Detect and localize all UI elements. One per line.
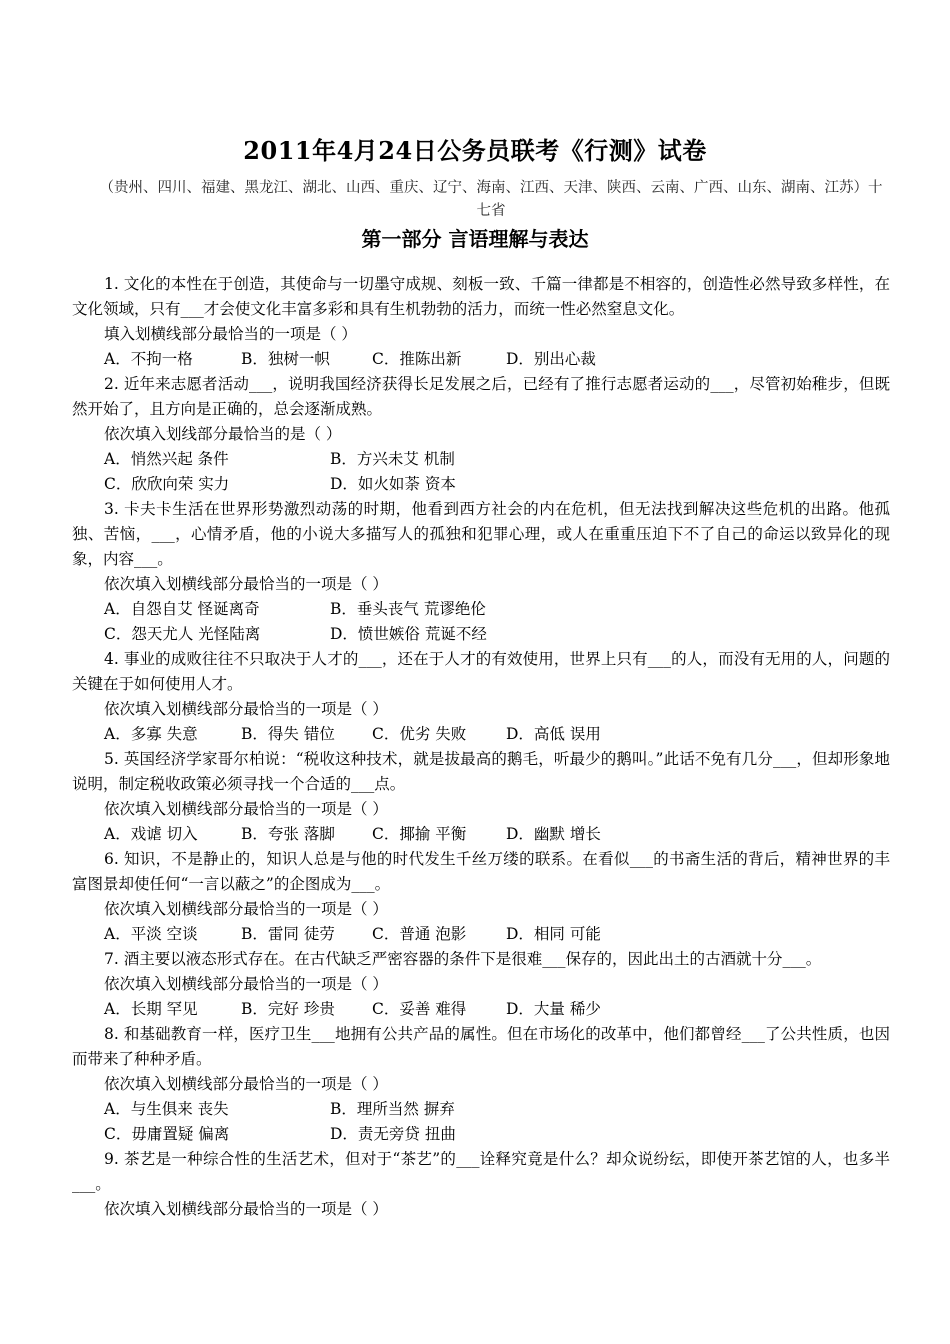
answer-option: D．幽默 增长: [506, 825, 601, 843]
question-stem: 4. 事业的成败往往不只取决于人才的___，还在于人才的有效使用，世界上只有___的人，而没有无用的人，问题的关键在于如何使用人才。: [72, 650, 890, 693]
option-row: [72, 472, 890, 497]
question-instruction: 依次填入划线部分最恰当的是（ ）: [104, 425, 342, 443]
question-stem: 5. 英国经济学家哥尔柏说：“税收这种技术，就是拔最高的鹅毛，听最少的鹅叫。”此话不免有几分___，但却形象地说明，制定税收政策必须寻找一个合适的___点。: [72, 750, 890, 793]
answer-option: C．揶揄 平衡: [372, 825, 467, 843]
answer-option: D．责无旁贷 扭曲: [330, 1125, 456, 1143]
option-row: [72, 722, 890, 747]
answer-option: A．戏谑 切入: [104, 825, 198, 843]
answer-option: B．方兴未艾 机制: [330, 450, 455, 468]
question-stem: 3. 卡夫卡生活在世界形势激烈动荡的时期，他看到西方社会的内在危机，但无法找到解决这些危机的出路。他孤独、苦恼，___，心情矛盾，他的小说大多描写人的孤独和犯罪心理，或人在重重压迫下不了自己的命运以致异化的现象，内容___。: [72, 500, 890, 568]
part-heading: 第一部分 言语理解与表达: [361, 227, 589, 251]
question-stem: 7. 酒主要以液态形式存在。在古代缺乏严密容器的条件下是很难___保存的，因此出土的古酒就十分___。: [104, 950, 822, 968]
answer-option: C．欣欣向荣 实力: [104, 475, 230, 493]
answer-option: B．得失 错位: [241, 725, 335, 743]
answer-option: C．毋庸置疑 偏离: [104, 1125, 230, 1143]
answer-option: B．理所当然 摒弃: [330, 1100, 455, 1118]
option-row: [72, 997, 890, 1022]
option-row: [72, 922, 890, 947]
question-7: [72, 947, 890, 1022]
question-stem: 2. 近年来志愿者活动___，说明我国经济获得长足发展之后，已经有了推行志愿者运动的___，尽管初始稚步，但既然开始了，且方向是正确的，总会逐渐成熟。: [72, 375, 890, 418]
answer-option: A．悄然兴起 条件: [104, 450, 229, 468]
question-instruction: 填入划横线部分最恰当的一项是（ ）: [104, 325, 357, 343]
answer-option: B．夸张 落脚: [241, 825, 335, 843]
answer-option: C．怨天尤人 光怪陆离: [104, 625, 261, 643]
question-list: [72, 272, 890, 1222]
question-4: [72, 647, 890, 747]
question-8: [72, 1022, 890, 1147]
answer-option: D．愤世嫉俗 荒诞不经: [330, 625, 487, 643]
question-1: [72, 272, 890, 372]
answer-option: D．相同 可能: [506, 925, 601, 943]
option-row: [72, 822, 890, 847]
answer-option: A．长期 罕见: [104, 1000, 198, 1018]
answer-option: D．别出心裁: [506, 350, 596, 368]
answer-option: D．大量 稀少: [506, 1000, 601, 1018]
option-row: [72, 447, 890, 472]
question-instruction: 依次填入划横线部分最恰当的一项是（ ）: [104, 700, 388, 718]
question-stem: 1. 文化的本性在于创造，其使命与一切墨守成规、刻板一致、千篇一律都是不相容的，创造性必然导致多样性，在文化领域，只有___才会使文化丰富多彩和具有生机勃勃的活力，而统一性必然窒息文化。: [72, 275, 890, 318]
answer-option: B．垂头丧气 荒谬绝伦: [330, 600, 486, 618]
question-instruction: 依次填入划横线部分最恰当的一项是（ ）: [104, 975, 388, 993]
option-row: [72, 597, 890, 622]
answer-option: D．如火如荼 资本: [330, 475, 456, 493]
answer-option: A．自怨自艾 怪诞离奇: [104, 600, 260, 618]
answer-option: A．不拘一格: [104, 350, 193, 368]
question-6: [72, 847, 890, 947]
answer-option: A．平淡 空谈: [104, 925, 198, 943]
question-stem: 8. 和基础教育一样，医疗卫生___地拥有公共产品的属性。但在市场化的改革中，他们都曾经___了公共性质，也因而带来了种种矛盾。: [72, 1025, 890, 1068]
answer-option: C．妥善 难得: [372, 1000, 467, 1018]
question-instruction: 依次填入划横线部分最恰当的一项是（ ）: [104, 575, 388, 593]
question-instruction: 依次填入划横线部分最恰当的一项是（ ）: [104, 800, 388, 818]
question-2: [72, 372, 890, 497]
answer-option: C．推陈出新: [372, 350, 462, 368]
answer-option: A．多寡 失意: [104, 725, 198, 743]
answer-option: B．雷同 徒劳: [241, 925, 335, 943]
option-row: [72, 622, 890, 647]
exam-title: 2011年4月24日公务员联考《行测》试卷: [243, 136, 707, 165]
question-instruction: 依次填入划横线部分最恰当的一项是（ ）: [104, 900, 388, 918]
option-row: [72, 1097, 890, 1122]
answer-option: B．独树一帜: [241, 350, 330, 368]
question-5: [72, 747, 890, 847]
question-instruction: 依次填入划横线部分最恰当的一项是（ ）: [104, 1075, 388, 1093]
answer-option: B．完好 珍贵: [241, 1000, 335, 1018]
answer-option: C．普通 泡影: [372, 925, 467, 943]
option-row: [72, 347, 890, 372]
answer-option: C．优劣 失败: [372, 725, 467, 743]
question-stem: 6. 知识，不是静止的，知识人总是与他的时代发生千丝万缕的联系。在看似___的书斋生活的背后，精神世界的丰富图景却使任何“一言以蔽之”的企图成为___。: [72, 850, 890, 893]
answer-option: D．高低 误用: [506, 725, 601, 743]
province-list: （贵州、四川、福建、黑龙江、湖北、山西、重庆、辽宁、海南、江西、天津、陕西、云南、广西、山东、湖南、江苏）十七省: [99, 180, 883, 219]
question-stem: 9. 茶艺是一种综合性的生活艺术，但对于“茶艺”的___诠释究竟是什么？却众说纷纭，即使开茶艺馆的人，也多半___。: [72, 1150, 890, 1193]
question-9: [72, 1147, 890, 1222]
answer-option: A．与生俱来 丧失: [104, 1100, 229, 1118]
option-row: [72, 1122, 890, 1147]
question-instruction: 依次填入划横线部分最恰当的一项是（ ）: [104, 1200, 388, 1218]
question-3: [72, 497, 890, 647]
